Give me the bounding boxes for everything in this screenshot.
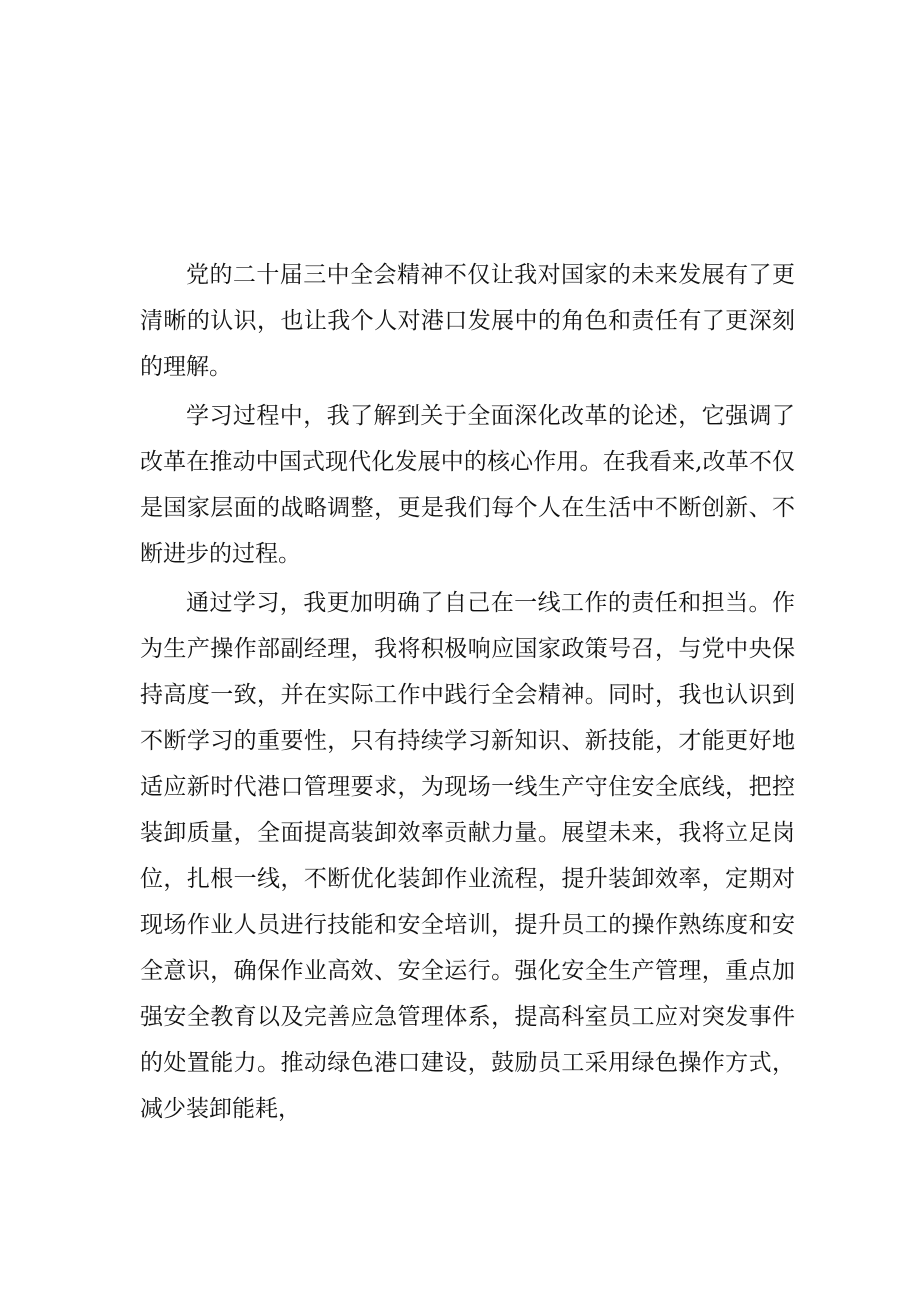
paragraph-2: 学习过程中，我了解到关于全面深化改革的论述，它强调了改革在推动中国式现代化发展中的核心作用。在我看来,改革不仅是国家层面的战略调整，更是我们每个人在生活中不断创新、不断进步的过程。 — [140, 403, 795, 567]
paragraph-1: 党的二十届三中全会精神不仅让我对国家的未来发展有了更清晰的认识，也让我个人对港口发展中的角色和责任有了更深刻的理解。 — [140, 262, 795, 380]
paragraph-3: 通过学习，我更加明确了自己在一线工作的责任和担当。作为生产操作部副经理，我将积极响应国家政策号召，与党中央保持高度一致，并在实际工作中践行全会精神。同时，我也认识到不断学习的重要性，只有持续学习新知识、新技能，才能更好地适应新时代港口管理要求，为现场一线生产守住安全底线，把控装卸质量，全面提高装卸效率贡献力量。展望未来，我将立足岗位，扎根一线，不断优化装卸作业流程，提升装卸效率，定期对现场作业人员进行技能和安全培训，提升员工的操作熟练度和安全意识，确保作业高效、安全运行。强化安全生产管理，重点加强安全教育以及完善应急管理体系，提高科室员工应对突发事件的处置能力。推动绿色港口建设，鼓励员工采用绿色操作方式，减少装卸能耗， — [140, 590, 795, 1122]
document-body — [140, 252, 795, 1135]
